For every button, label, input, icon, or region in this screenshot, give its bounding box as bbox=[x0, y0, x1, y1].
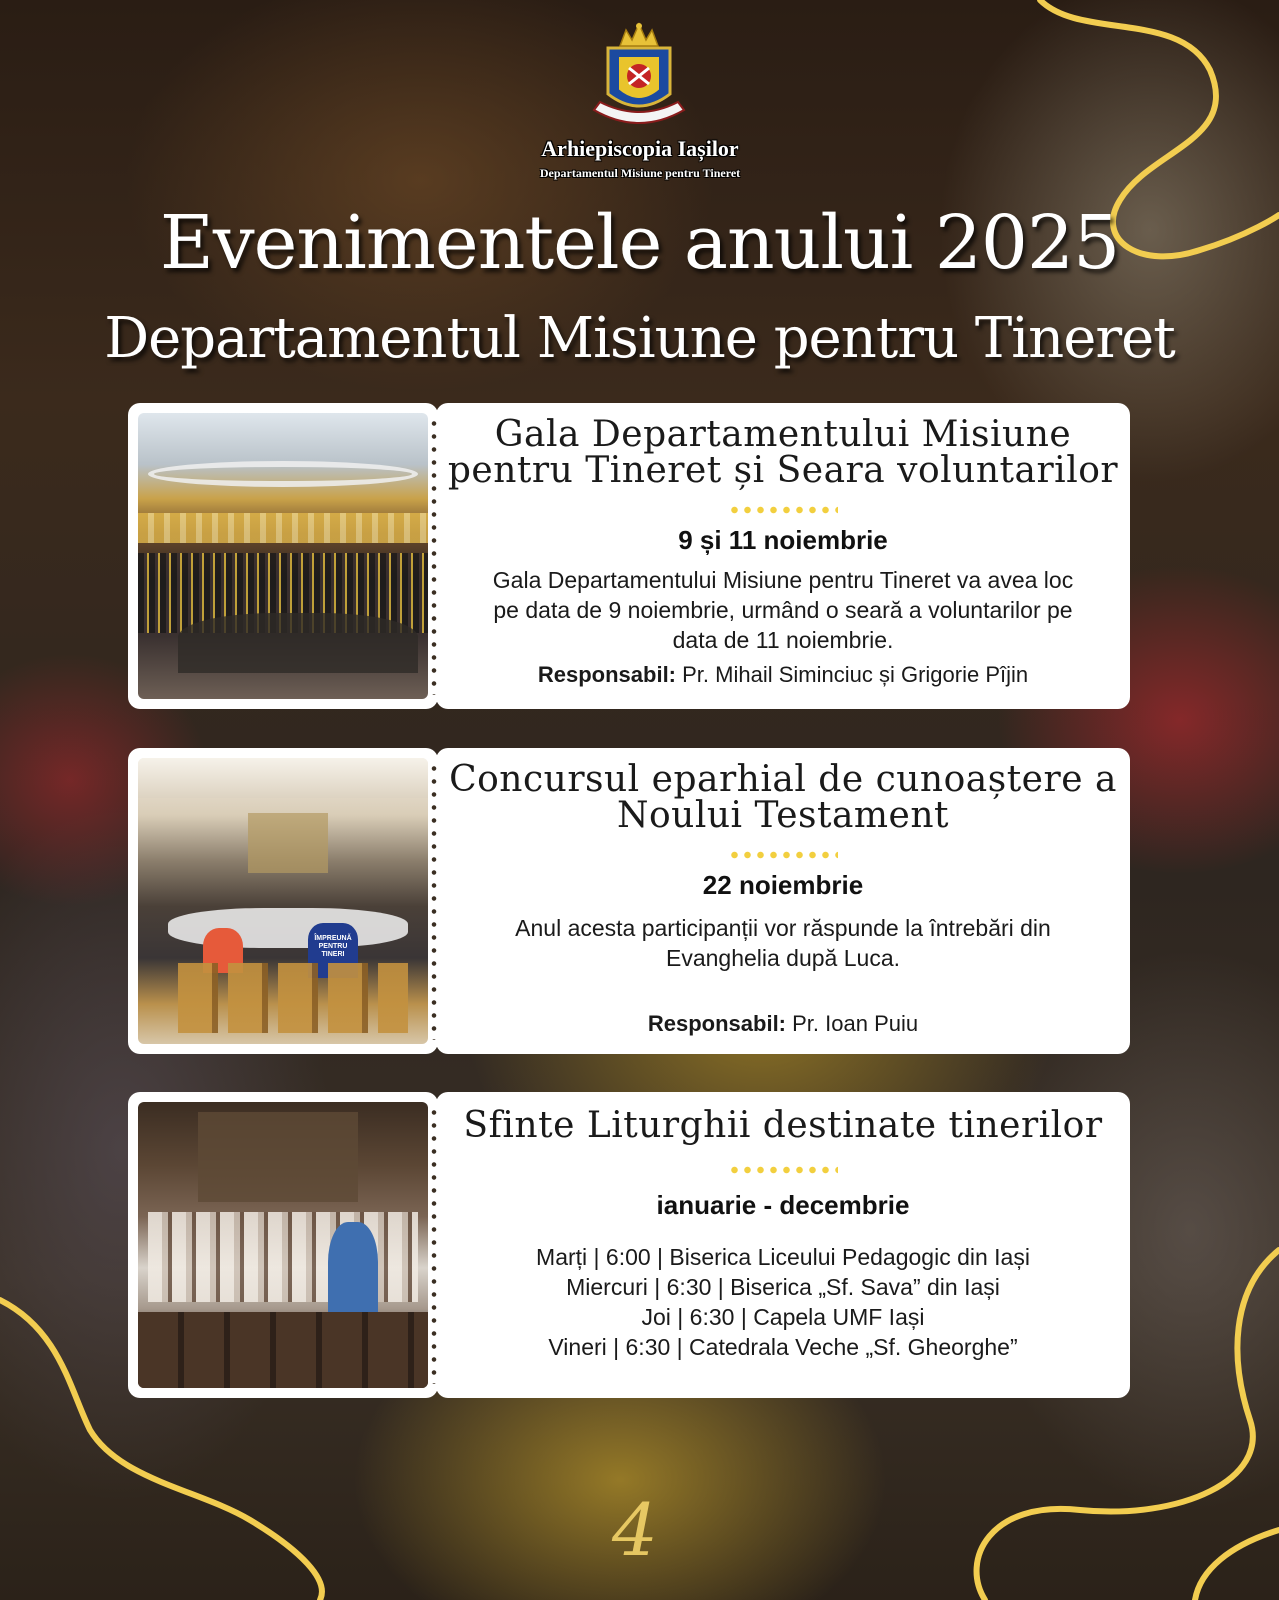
schedule-list bbox=[446, 1242, 1120, 1362]
archdiocese-crest-icon bbox=[574, 18, 704, 138]
event-description: Anul acesta participanții vor răspunde la întrebări din Evanghelia după Luca. bbox=[515, 915, 1051, 971]
responsible-label: Responsabil: bbox=[537, 662, 677, 687]
event-photo-frame bbox=[128, 748, 438, 1054]
event-responsible bbox=[436, 1011, 1130, 1037]
event-title: Sfinte Liturghii destinate tinerilor bbox=[463, 1105, 1103, 1146]
org-name: Arhiepiscopia Iașilor bbox=[541, 136, 739, 161]
auditorium-photo-icon bbox=[138, 413, 428, 699]
page-subtitle: Departamentul Misiune pentru Tineret bbox=[104, 306, 1175, 371]
church-choir-photo-icon bbox=[138, 1102, 428, 1388]
contest-sign: ÎMPREUNĂ PENTRU TINERI bbox=[308, 923, 358, 978]
event-card-liturgies bbox=[128, 1092, 1150, 1398]
event-responsible bbox=[436, 662, 1130, 688]
responsible-label: Responsabil: bbox=[647, 1011, 787, 1036]
schedule-item: Joi | 6:30 | Capela UMF Iași bbox=[641, 1304, 925, 1330]
dotted-divider bbox=[728, 851, 838, 859]
page-title: Evenimentele anului 2025 bbox=[159, 200, 1120, 286]
dotted-divider bbox=[728, 506, 838, 514]
event-description: Gala Departamentului Misiune pentru Tineret va avea loc pe data de 9 noiembrie, urmând o seară a voluntarilor pe data de 11 noiembrie. bbox=[492, 567, 1074, 653]
ticket-perforation bbox=[430, 1106, 438, 1384]
event-card-contest bbox=[128, 748, 1150, 1054]
ticket-perforation bbox=[430, 762, 438, 1040]
event-details bbox=[436, 1092, 1130, 1398]
event-photo-frame bbox=[128, 403, 438, 709]
contest-hall-photo-icon bbox=[138, 758, 428, 1044]
event-photo-frame bbox=[128, 1092, 438, 1398]
schedule-item: Vineri | 6:30 | Catedrala Veche „Sf. Gheorghe” bbox=[548, 1334, 1018, 1360]
event-details bbox=[436, 748, 1130, 1054]
event-title: Concursul eparhial de cunoaștere a Noului Testament bbox=[449, 759, 1117, 836]
ticket-perforation bbox=[430, 417, 438, 695]
event-card-gala bbox=[128, 403, 1150, 709]
event-date: 9 și 11 noiembrie bbox=[678, 525, 888, 555]
org-department: Departamentul Misiune pentru Tineret bbox=[539, 166, 741, 180]
event-date: ianuarie - decembrie bbox=[656, 1190, 910, 1220]
dotted-divider bbox=[728, 1166, 838, 1174]
schedule-item: Marți | 6:00 | Biserica Liceului Pedagogic din Iași bbox=[536, 1244, 1030, 1270]
schedule-item: Miercuri | 6:30 | Biserica „Sf. Sava” din Iași bbox=[566, 1274, 1000, 1300]
event-details bbox=[436, 403, 1130, 709]
responsible-value: Pr. Mihail Siminciuc și Grigorie Pîjin bbox=[676, 662, 1029, 687]
event-title: Gala Departamentului Misiune pentru Tineret și Seara voluntarilor bbox=[447, 414, 1119, 491]
responsible-value: Pr. Ioan Puiu bbox=[786, 1011, 919, 1036]
event-date: 22 noiembrie bbox=[702, 870, 864, 900]
page-number: 4 bbox=[612, 1488, 658, 1572]
